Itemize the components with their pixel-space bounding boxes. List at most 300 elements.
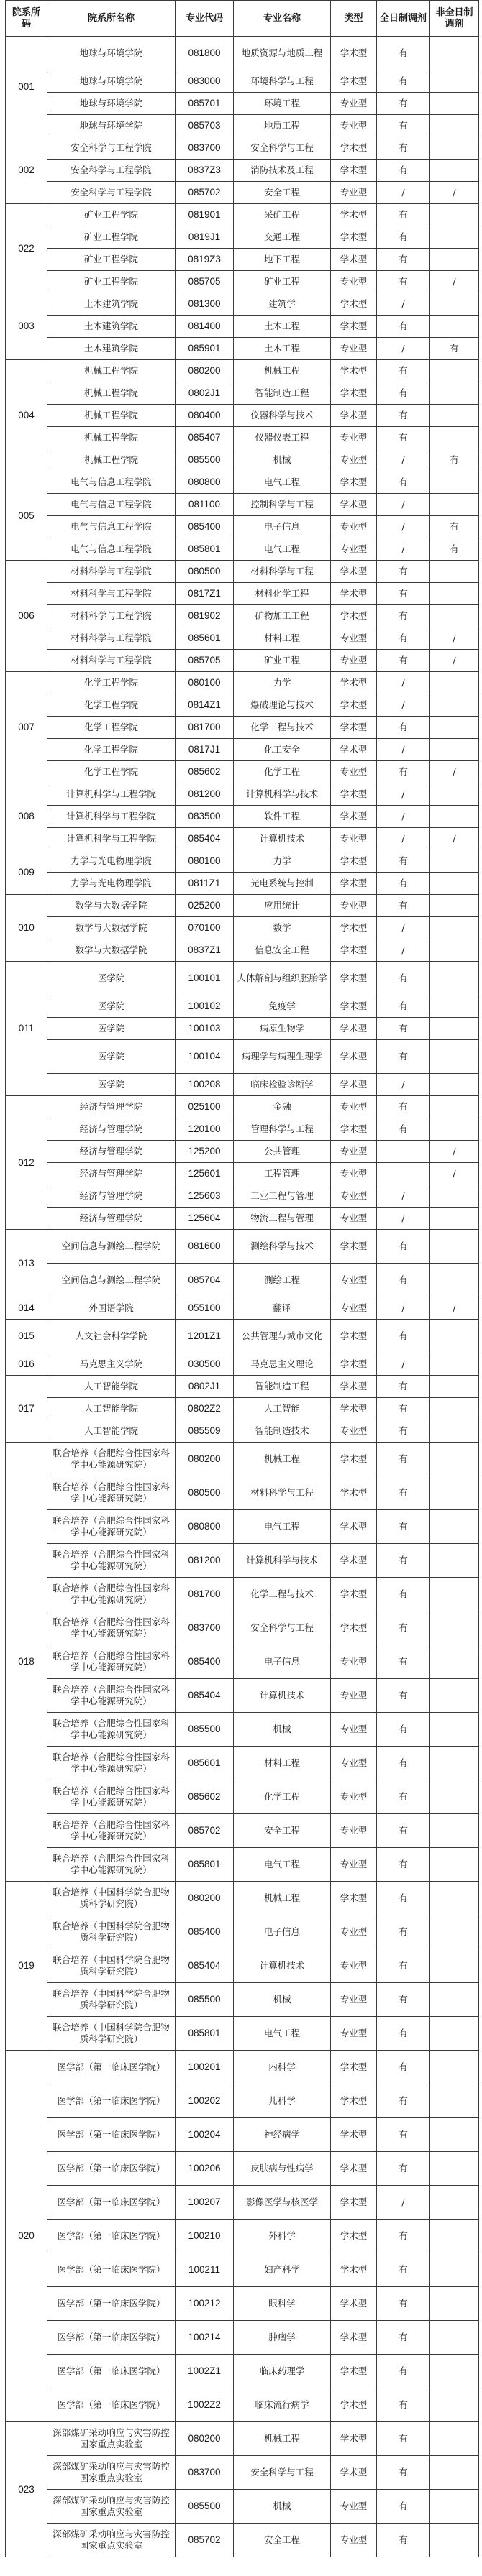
major-code-cell: 100201	[176, 2051, 234, 2084]
part-time-cell	[430, 2287, 479, 2321]
type-cell: 专业型	[331, 115, 377, 137]
dept-name-cell: 安全科学与工程学院	[47, 182, 176, 204]
full-time-cell: /	[377, 694, 430, 717]
type-cell: 专业型	[331, 1747, 377, 1780]
part-time-cell	[430, 1398, 479, 1420]
dept-code-cell: 013	[6, 1230, 47, 1297]
dept-name-cell: 联合培养（合肥综合性国家科学中心能源研究院）	[47, 1747, 176, 1780]
part-time-cell	[430, 1040, 479, 1074]
major-code-cell: 080500	[176, 561, 234, 583]
major-code-cell: 085500	[176, 1983, 234, 2017]
part-time-cell	[430, 1578, 479, 1611]
part-time-cell	[430, 2355, 479, 2388]
dept-name-cell: 深部煤矿采动响应与灾害防控国家重点实验室	[47, 2490, 176, 2524]
major-name-cell: 免疫学	[234, 995, 331, 1018]
major-code-cell: 125603	[176, 1185, 234, 1208]
table-row	[6, 627, 479, 650]
type-cell: 专业型	[331, 1264, 377, 1297]
major-code-cell: 125601	[176, 1163, 234, 1185]
dept-name-cell: 联合培养（中国科学院合肥物质科学研究院）	[47, 1983, 176, 2017]
major-name-cell: 公共管理	[234, 1141, 331, 1163]
major-code-cell: 100212	[176, 2287, 234, 2321]
major-name-cell: 病理学与病理生理学	[234, 1040, 331, 1074]
major-code-cell: 081400	[176, 316, 234, 338]
part-time-cell	[430, 494, 479, 516]
dept-code-cell: 002	[6, 137, 47, 204]
table-row	[6, 2321, 479, 2355]
type-cell: 学术型	[331, 293, 377, 316]
type-cell: 学术型	[331, 1074, 377, 1096]
type-cell: 学术型	[331, 995, 377, 1018]
dept-name-cell: 医学部（第一临床医学院）	[47, 2253, 176, 2287]
major-name-cell: 智能制造技术	[234, 1420, 331, 1443]
type-cell: 专业型	[331, 650, 377, 672]
table-row	[6, 1398, 479, 1420]
part-time-cell	[430, 1376, 479, 1398]
table-row	[6, 1118, 479, 1141]
major-code-cell: 025100	[176, 1096, 234, 1118]
table-row	[6, 672, 479, 694]
type-cell: 专业型	[331, 1949, 377, 1983]
dept-name-cell: 化学工程学院	[47, 694, 176, 717]
full-time-cell: /	[377, 806, 430, 828]
major-name-cell: 材料化学工程	[234, 583, 331, 605]
part-time-cell: 有	[430, 449, 479, 472]
major-name-cell: 信息安全工程	[234, 939, 331, 962]
major-code-cell: 0802J1	[176, 382, 234, 405]
part-time-cell	[430, 93, 479, 115]
part-time-cell	[430, 1915, 479, 1949]
major-name-cell: 眼科学	[234, 2287, 331, 2321]
part-time-cell	[430, 316, 479, 338]
major-code-cell: 085701	[176, 93, 234, 115]
full-time-cell	[377, 1163, 430, 1185]
major-name-cell: 电子信息	[234, 516, 331, 538]
part-time-cell	[430, 995, 479, 1018]
part-time-cell	[430, 1353, 479, 1376]
table-row	[6, 249, 479, 271]
full-time-cell: 有	[377, 1040, 430, 1074]
major-name-cell: 消防技术及工程	[234, 160, 331, 182]
full-time-cell: 有	[377, 1476, 430, 1510]
table-row	[6, 1376, 479, 1398]
major-name-cell: 测绘工程	[234, 1264, 331, 1297]
major-name-cell: 影像医学与核医学	[234, 2186, 331, 2220]
bottom-spacer	[5, 2557, 478, 2576]
major-name-cell: 外科学	[234, 2220, 331, 2253]
type-cell: 学术型	[331, 2152, 377, 2186]
table-row	[6, 226, 479, 249]
table-row	[6, 895, 479, 917]
dept-code-cell: 001	[6, 37, 47, 137]
major-name-cell: 化学工程	[234, 761, 331, 783]
dept-name-cell: 人工智能学院	[47, 1376, 176, 1398]
major-code-cell: 083000	[176, 70, 234, 93]
dept-name-cell: 联合培养（合肥综合性国家科学中心能源研究院）	[47, 1476, 176, 1510]
table-row	[6, 2253, 479, 2287]
table-row	[6, 405, 479, 427]
type-cell: 学术型	[331, 2422, 377, 2456]
header-full-time: 全日制调剂	[377, 1, 430, 37]
major-name-cell: 交通工程	[234, 226, 331, 249]
major-name-cell: 计算机科学与技术	[234, 1544, 331, 1578]
major-name-cell: 儿科学	[234, 2084, 331, 2118]
table-row	[6, 1949, 479, 1983]
type-cell: 专业型	[331, 627, 377, 650]
part-time-cell	[430, 806, 479, 828]
full-time-cell: /	[377, 1297, 430, 1320]
full-time-cell: 有	[377, 2017, 430, 2051]
major-code-cell: 081700	[176, 717, 234, 739]
major-name-cell: 工业工程与管理	[234, 1185, 331, 1208]
type-cell: 专业型	[331, 2490, 377, 2524]
part-time-cell	[430, 1185, 479, 1208]
type-cell: 学术型	[331, 2287, 377, 2321]
type-cell: 学术型	[331, 2321, 377, 2355]
full-time-cell	[377, 1141, 430, 1163]
type-cell: 专业型	[331, 1915, 377, 1949]
dept-name-cell: 安全科学与工程学院	[47, 160, 176, 182]
major-code-cell: 100211	[176, 2253, 234, 2287]
major-name-cell: 力学	[234, 850, 331, 873]
major-code-cell: 1002Z1	[176, 2355, 234, 2388]
part-time-cell	[430, 2084, 479, 2118]
table-row	[6, 70, 479, 93]
major-name-cell: 电气工程	[234, 1848, 331, 1882]
dept-name-cell: 机械工程学院	[47, 427, 176, 449]
major-code-cell: 055100	[176, 1297, 234, 1320]
type-cell: 学术型	[331, 1398, 377, 1420]
dept-name-cell: 机械工程学院	[47, 360, 176, 382]
major-name-cell: 计算机技术	[234, 828, 331, 850]
major-name-cell: 马克思主义理论	[234, 1353, 331, 1376]
part-time-cell	[430, 1679, 479, 1713]
major-name-cell: 内科学	[234, 2051, 331, 2084]
full-time-cell: /	[377, 1353, 430, 1376]
full-time-cell: 有	[377, 2490, 430, 2524]
table-row	[6, 93, 479, 115]
dept-name-cell: 联合培养（中国科学院合肥物质科学研究院）	[47, 1949, 176, 1983]
dept-name-cell: 人文社会科学学院	[47, 1320, 176, 1353]
dept-name-cell: 电气与信息工程学院	[47, 494, 176, 516]
full-time-cell: /	[377, 1074, 430, 1096]
type-cell: 学术型	[331, 1018, 377, 1040]
table-row	[6, 2152, 479, 2186]
dept-name-cell: 联合培养（合肥综合性国家科学中心能源研究院）	[47, 1443, 176, 1476]
table-row	[6, 516, 479, 538]
major-name-cell: 仪器仪表工程	[234, 427, 331, 449]
type-cell: 学术型	[331, 249, 377, 271]
table-row	[6, 2084, 479, 2118]
full-time-cell: 有	[377, 204, 430, 226]
type-cell: 学术型	[331, 2118, 377, 2152]
part-time-cell	[430, 1074, 479, 1096]
table-row	[6, 1679, 479, 1713]
major-code-cell: 125200	[176, 1141, 234, 1163]
type-cell: 学术型	[331, 204, 377, 226]
major-name-cell: 电气工程	[234, 2017, 331, 2051]
full-time-cell: 有	[377, 761, 430, 783]
table-row	[6, 1814, 479, 1848]
table-row	[6, 783, 479, 806]
major-name-cell: 环境科学与工程	[234, 70, 331, 93]
major-name-cell: 电气工程	[234, 538, 331, 561]
header-major-code: 专业代码	[176, 1, 234, 37]
major-code-cell: 085407	[176, 427, 234, 449]
part-time-cell	[430, 2118, 479, 2152]
major-name-cell: 材料工程	[234, 1747, 331, 1780]
major-name-cell: 机械工程	[234, 1882, 331, 1915]
type-cell: 学术型	[331, 2388, 377, 2422]
type-cell: 学术型	[331, 316, 377, 338]
table-body	[6, 37, 479, 2557]
major-code-cell: 0802J1	[176, 1376, 234, 1398]
table-row	[6, 1230, 479, 1264]
major-name-cell: 神经病学	[234, 2118, 331, 2152]
dept-name-cell: 矿业工程学院	[47, 249, 176, 271]
full-time-cell: /	[377, 516, 430, 538]
major-code-cell: 100102	[176, 995, 234, 1018]
part-time-cell	[430, 1949, 479, 1983]
dept-code-cell: 016	[6, 1353, 47, 1376]
part-time-cell	[430, 2017, 479, 2051]
header-dept-code: 院系所码	[6, 1, 47, 37]
full-time-cell: 有	[377, 605, 430, 627]
table-row	[6, 873, 479, 895]
full-time-cell: 有	[377, 1882, 430, 1915]
major-name-cell: 土木工程	[234, 338, 331, 360]
table-row	[6, 917, 479, 939]
major-code-cell: 085801	[176, 2017, 234, 2051]
dept-name-cell: 地球与环境学院	[47, 115, 176, 137]
type-cell: 学术型	[331, 1230, 377, 1264]
dept-name-cell: 联合培养（中国科学院合肥物质科学研究院）	[47, 1915, 176, 1949]
part-time-cell	[430, 2321, 479, 2355]
major-code-cell: 081300	[176, 293, 234, 316]
full-time-cell: 有	[377, 873, 430, 895]
part-time-cell	[430, 427, 479, 449]
type-cell: 专业型	[331, 1208, 377, 1230]
part-time-cell	[430, 717, 479, 739]
table-row	[6, 1141, 479, 1163]
part-time-cell	[430, 1264, 479, 1297]
major-code-cell: 081902	[176, 605, 234, 627]
major-code-cell: 100104	[176, 1040, 234, 1074]
major-code-cell: 085801	[176, 1848, 234, 1882]
major-code-cell: 085404	[176, 1949, 234, 1983]
major-code-cell: 085400	[176, 1915, 234, 1949]
major-name-cell: 临床流行病学	[234, 2388, 331, 2422]
major-code-cell: 081700	[176, 1578, 234, 1611]
type-cell: 学术型	[331, 2355, 377, 2388]
dept-name-cell: 数学与大数据学院	[47, 895, 176, 917]
part-time-cell	[430, 1848, 479, 1882]
major-code-cell: 081200	[176, 783, 234, 806]
major-name-cell: 翻译	[234, 1297, 331, 1320]
major-name-cell: 土木工程	[234, 316, 331, 338]
dept-code-cell: 005	[6, 472, 47, 561]
major-name-cell: 软件工程	[234, 806, 331, 828]
major-code-cell: 085509	[176, 1420, 234, 1443]
dept-name-cell: 联合培养（合肥综合性国家科学中心能源研究院）	[47, 1544, 176, 1578]
dept-name-cell: 数学与大数据学院	[47, 939, 176, 962]
part-time-cell	[430, 1096, 479, 1118]
table-row	[6, 1476, 479, 1510]
part-time-cell	[430, 1814, 479, 1848]
part-time-cell	[430, 1510, 479, 1544]
major-name-cell: 机械工程	[234, 2422, 331, 2456]
major-code-cell: 083700	[176, 1611, 234, 1645]
full-time-cell: 有	[377, 160, 430, 182]
part-time-cell	[430, 37, 479, 70]
type-cell: 学术型	[331, 2186, 377, 2220]
part-time-cell	[430, 2051, 479, 2084]
table-row	[6, 1096, 479, 1118]
major-code-cell: 100103	[176, 1018, 234, 1040]
type-cell: 专业型	[331, 828, 377, 850]
major-name-cell: 人体解剖与组织胚胎学	[234, 962, 331, 995]
major-name-cell: 计算机技术	[234, 1679, 331, 1713]
dept-name-cell: 力学与光电物理学院	[47, 873, 176, 895]
major-code-cell: 0837Z1	[176, 939, 234, 962]
part-time-cell	[430, 360, 479, 382]
full-time-cell: /	[377, 338, 430, 360]
dept-name-cell: 医学部（第一临床医学院）	[47, 2118, 176, 2152]
dept-name-cell: 联合培养（合肥综合性国家科学中心能源研究院）	[47, 1510, 176, 1544]
full-time-cell: 有	[377, 382, 430, 405]
dept-name-cell: 经济与管理学院	[47, 1096, 176, 1118]
type-cell: 学术型	[331, 2220, 377, 2253]
dept-name-cell: 联合培养（中国科学院合肥物质科学研究院）	[47, 1882, 176, 1915]
major-name-cell: 光电系统与控制	[234, 873, 331, 895]
major-code-cell: 085901	[176, 338, 234, 360]
table-row	[6, 995, 479, 1018]
dept-name-cell: 联合培养（合肥综合性国家科学中心能源研究院）	[47, 1645, 176, 1679]
dept-name-cell: 矿业工程学院	[47, 271, 176, 293]
major-name-cell: 仪器科学与技术	[234, 405, 331, 427]
dept-code-cell: 010	[6, 895, 47, 962]
type-cell: 学术型	[331, 1353, 377, 1376]
major-name-cell: 机械	[234, 449, 331, 472]
part-time-cell: /	[430, 1297, 479, 1320]
major-name-cell: 材料科学与工程	[234, 1476, 331, 1510]
major-name-cell: 地下工程	[234, 249, 331, 271]
major-name-cell: 智能制造工程	[234, 382, 331, 405]
major-code-cell: 081600	[176, 1230, 234, 1264]
major-name-cell: 机械	[234, 1983, 331, 2017]
full-time-cell: 有	[377, 1376, 430, 1398]
full-time-cell: 有	[377, 316, 430, 338]
major-code-cell: 085602	[176, 761, 234, 783]
major-name-cell: 病原生物学	[234, 1018, 331, 1040]
table-row	[6, 1780, 479, 1814]
full-time-cell: /	[377, 494, 430, 516]
major-code-cell: 085400	[176, 1645, 234, 1679]
full-time-cell: 有	[377, 249, 430, 271]
major-code-cell: 085705	[176, 650, 234, 672]
dept-name-cell: 计算机科学与工程学院	[47, 806, 176, 828]
major-name-cell: 采矿工程	[234, 204, 331, 226]
part-time-cell	[430, 1230, 479, 1264]
part-time-cell	[430, 1882, 479, 1915]
full-time-cell: 有	[377, 2524, 430, 2557]
part-time-cell	[430, 1645, 479, 1679]
dept-name-cell: 联合培养（合肥综合性国家科学中心能源研究院）	[47, 1848, 176, 1882]
type-cell: 学术型	[331, 2456, 377, 2490]
table-row	[6, 1578, 479, 1611]
dept-name-cell: 医学部（第一临床医学院）	[47, 2321, 176, 2355]
table-row	[6, 1645, 479, 1679]
dept-code-cell: 015	[6, 1320, 47, 1353]
table-row	[6, 2287, 479, 2321]
major-code-cell: 080400	[176, 405, 234, 427]
major-code-cell: 081100	[176, 494, 234, 516]
major-code-cell: 085704	[176, 1264, 234, 1297]
table-row	[6, 1713, 479, 1747]
major-name-cell: 安全工程	[234, 2524, 331, 2557]
dept-name-cell: 人工智能学院	[47, 1398, 176, 1420]
major-name-cell: 地质工程	[234, 115, 331, 137]
major-name-cell: 安全科学与工程	[234, 2456, 331, 2490]
dept-name-cell: 电气与信息工程学院	[47, 472, 176, 494]
part-time-cell	[430, 382, 479, 405]
major-code-cell: 025200	[176, 895, 234, 917]
part-time-cell	[430, 605, 479, 627]
major-code-cell: 085500	[176, 449, 234, 472]
major-name-cell: 地质资源与地质工程	[234, 37, 331, 70]
full-time-cell: 有	[377, 2456, 430, 2490]
type-cell: 学术型	[331, 1578, 377, 1611]
full-time-cell: /	[377, 449, 430, 472]
major-name-cell: 化工安全	[234, 739, 331, 761]
dept-code-cell: 020	[6, 2051, 47, 2422]
full-time-cell: 有	[377, 472, 430, 494]
table-row	[6, 1747, 479, 1780]
table-row	[6, 182, 479, 204]
type-cell: 学术型	[331, 37, 377, 70]
part-time-cell	[430, 115, 479, 137]
type-cell: 专业型	[331, 182, 377, 204]
major-code-cell: 0837Z3	[176, 160, 234, 182]
type-cell: 专业型	[331, 338, 377, 360]
full-time-cell: 有	[377, 2220, 430, 2253]
header-dept-name: 院系所名称	[47, 1, 176, 37]
table-row	[6, 850, 479, 873]
major-name-cell: 测绘科学与技术	[234, 1230, 331, 1264]
dept-name-cell: 电气与信息工程学院	[47, 538, 176, 561]
table-header	[6, 1, 479, 37]
full-time-cell: 有	[377, 995, 430, 1018]
full-time-cell: 有	[377, 1398, 430, 1420]
type-cell: 学术型	[331, 962, 377, 995]
table-row	[6, 1264, 479, 1297]
part-time-cell: /	[430, 627, 479, 650]
dept-name-cell: 数学与大数据学院	[47, 917, 176, 939]
dept-name-cell: 联合培养（合肥综合性国家科学中心能源研究院）	[47, 1679, 176, 1713]
table-row	[6, 1353, 479, 1376]
major-code-cell: 085702	[176, 182, 234, 204]
major-code-cell: 081800	[176, 37, 234, 70]
dept-code-cell: 003	[6, 293, 47, 360]
type-cell: 专业型	[331, 1780, 377, 1814]
full-time-cell: 有	[377, 650, 430, 672]
type-cell: 学术型	[331, 360, 377, 382]
major-name-cell: 安全工程	[234, 182, 331, 204]
part-time-cell	[430, 873, 479, 895]
part-time-cell	[430, 1320, 479, 1353]
type-cell: 专业型	[331, 1814, 377, 1848]
major-code-cell: 085500	[176, 2490, 234, 2524]
